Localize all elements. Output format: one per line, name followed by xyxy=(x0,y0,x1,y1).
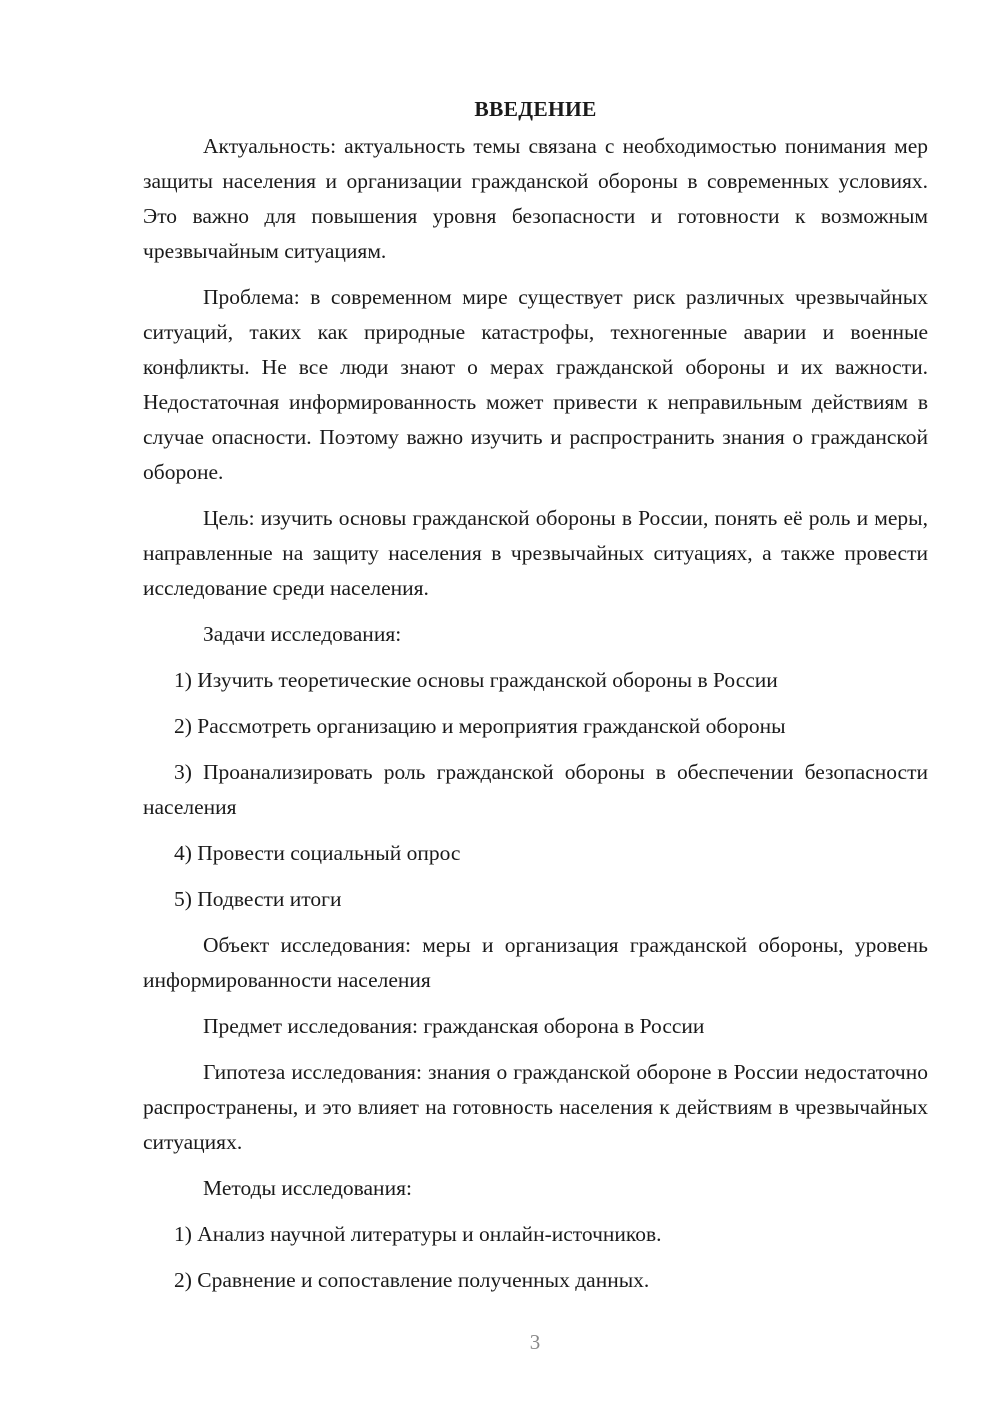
object-paragraph: Объект исследования: меры и организация гражданской обороны, уровень информированности населения xyxy=(143,933,928,992)
task-item: 2) Рассмотреть организацию и мероприятия гражданской обороны xyxy=(174,714,786,738)
method-item: 1) Анализ научной литературы и онлайн-источников. xyxy=(174,1222,662,1246)
hypothesis-paragraph: Гипотеза исследования: знания о гражданской обороне в России недостаточно распространены, и это влияет на готовность населения к действиям в чрезвычайных ситуациях. xyxy=(143,1060,928,1154)
method-item: 2) Сравнение и сопоставление полученных данных. xyxy=(174,1268,650,1292)
tasks-heading: Задачи исследования: xyxy=(203,622,402,646)
task-item: 3) Проанализировать роль гражданской обороны в обеспечении безопасности населения xyxy=(143,760,928,819)
section-title: ВВЕДЕНИЕ xyxy=(474,97,597,121)
problem-paragraph: Проблема: в современном мире существует риск различных чрезвычайных ситуаций, таких как природные катастрофы, техногенные аварии и военные конфликты. Не все люди знают о мерах гражданской обороны и их важности. Недостаточная информированность может привести к неправильным действиям в случае опасности. Поэтому важно изучить и распространить знания о гражданской обороне. xyxy=(143,285,928,484)
document-page xyxy=(143,92,928,1309)
relevance-paragraph: Актуальность: актуальность темы связана с необходимостью понимания мер защиты населения и организации гражданской обороны в современных условиях. Это важно для повышения уровня безопасности и готовности к возможным чрезвычайным ситуациям. xyxy=(143,134,928,263)
task-item: 5) Подвести итоги xyxy=(174,887,342,911)
page-number: 3 xyxy=(529,1330,541,1354)
goal-paragraph: Цель: изучить основы гражданской обороны в России, понять её роль и меры, направленные на защиту населения в чрезвычайных ситуациях, а также провести исследование среди населения. xyxy=(143,506,928,600)
methods-heading: Методы исследования: xyxy=(203,1176,412,1200)
task-item: 4) Провести социальный опрос xyxy=(174,841,461,865)
task-item: 1) Изучить теоретические основы гражданской обороны в России xyxy=(174,668,778,692)
subject-paragraph: Предмет исследования: гражданская оборона в России xyxy=(203,1014,705,1038)
